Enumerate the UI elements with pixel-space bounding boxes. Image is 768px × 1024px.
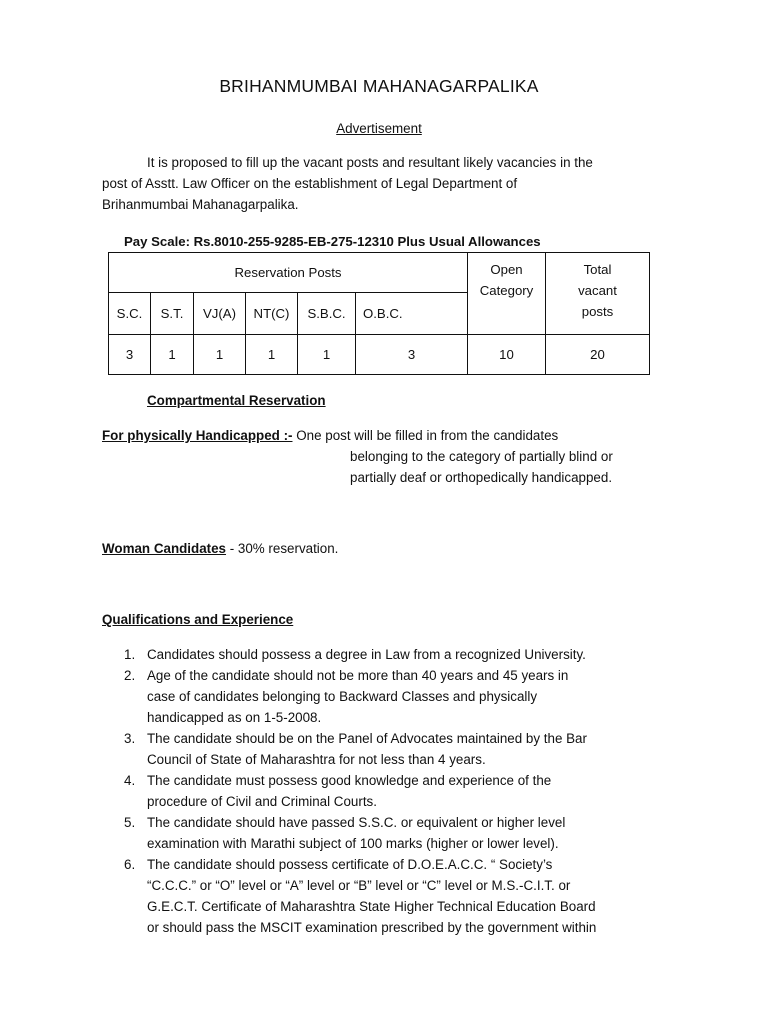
col-header-obc: O.B.C. bbox=[356, 293, 468, 335]
ph-text-line: belonging to the category of partially blind or bbox=[350, 449, 613, 464]
col-header-vja: VJ(A) bbox=[194, 293, 246, 335]
intro-line: Brihanmumbai Mahanagarpalika. bbox=[102, 197, 299, 212]
item-line: Age of the candidate should not be more than 40 years and 45 years in bbox=[147, 668, 569, 683]
value-open-category: 10 bbox=[468, 335, 546, 375]
item-line: case of candidates belonging to Backward Classes and physically bbox=[147, 689, 538, 704]
item-number: 5. bbox=[124, 815, 136, 830]
total-header-line: Total bbox=[583, 262, 612, 277]
intro-paragraph bbox=[102, 152, 662, 215]
value-ntc: 1 bbox=[246, 335, 298, 375]
item-line: The candidate must possess good knowledge and experience of the bbox=[147, 773, 552, 788]
woman-candidates-row bbox=[102, 538, 338, 559]
item-line: The candidate should be on the Panel of Advocates maintained by the Bar bbox=[147, 731, 587, 746]
item-line: G.E.C.T. Certificate of Maharashtra State Higher Technical Education Board bbox=[147, 899, 596, 914]
pay-scale: Pay Scale: Rs.8010-255-9285-EB-275-12310 Plus Usual Allowances bbox=[124, 234, 541, 249]
item-line: “C.C.C.” or “O” level or “A” level or “B” level or “C” level or M.S.-C.I.T. or bbox=[147, 878, 571, 893]
physically-handicapped-row bbox=[102, 425, 558, 446]
value-obc: 3 bbox=[356, 335, 468, 375]
item-line: Council of State of Maharashtra for not less than 4 years. bbox=[147, 752, 486, 767]
value-sbc: 1 bbox=[298, 335, 356, 375]
woman-text: - 30% reservation. bbox=[226, 541, 339, 556]
compartmental-heading: Compartmental Reservation bbox=[147, 393, 326, 408]
woman-label: Woman Candidates bbox=[102, 541, 227, 556]
item-number: 6. bbox=[124, 857, 136, 872]
reservation-posts-header: Reservation Posts bbox=[109, 253, 468, 293]
value-sc: 3 bbox=[109, 335, 151, 375]
intro-line: It is proposed to fill up the vacant posts and resultant likely vacancies in the bbox=[147, 155, 593, 170]
list-item bbox=[102, 728, 682, 770]
item-number: 3. bbox=[124, 731, 136, 746]
ph-text-line: partially deaf or orthopedically handicapped. bbox=[350, 470, 613, 485]
list-item bbox=[102, 665, 682, 728]
item-line: examination with Marathi subject of 100 marks (higher or lower level). bbox=[147, 836, 559, 851]
open-category-header bbox=[468, 253, 546, 335]
total-header-line: posts bbox=[581, 304, 614, 319]
col-header-ntc: NT(C) bbox=[246, 293, 298, 335]
item-line: The candidate should have passed S.S.C. or equivalent or higher level bbox=[147, 815, 566, 830]
item-number: 4. bbox=[124, 773, 136, 788]
total-header-line: vacant bbox=[578, 283, 617, 298]
value-vja: 1 bbox=[194, 335, 246, 375]
document-title: BRIHANMUMBAI MAHANAGARPALIKA bbox=[219, 76, 539, 96]
ph-label: For physically Handicapped :- bbox=[102, 428, 293, 443]
qualifications-heading: Qualifications and Experience bbox=[102, 612, 294, 627]
col-header-sbc: S.B.C. bbox=[298, 293, 356, 335]
item-line: or should pass the MSCIT examination prescribed by the government within bbox=[147, 920, 597, 935]
item-line: procedure of Civil and Criminal Courts. bbox=[147, 794, 377, 809]
item-line: The candidate should possess certificate of D.O.E.A.C.C. “ Society’s bbox=[147, 857, 553, 872]
item-number: 1. bbox=[124, 647, 136, 662]
qualifications-list bbox=[102, 644, 682, 938]
reservation-table bbox=[108, 252, 650, 375]
open-header-line: Open bbox=[490, 262, 523, 277]
open-header-line: Category bbox=[479, 283, 534, 298]
col-header-sc: S.C. bbox=[109, 293, 151, 335]
advertisement-heading: Advertisement bbox=[336, 121, 422, 136]
list-item bbox=[102, 644, 682, 665]
list-item bbox=[102, 812, 682, 854]
item-line: Candidates should possess a degree in Law from a recognized University. bbox=[147, 647, 586, 662]
item-line: handicapped as on 1-5-2008. bbox=[147, 710, 322, 725]
value-st: 1 bbox=[151, 335, 194, 375]
list-item bbox=[102, 854, 682, 938]
list-item bbox=[102, 770, 682, 812]
item-number: 2. bbox=[124, 668, 136, 683]
ph-text-line: One post will be filled in from the candidates bbox=[296, 428, 559, 443]
value-total: 20 bbox=[546, 335, 650, 375]
intro-line: post of Asstt. Law Officer on the establishment of Legal Department of bbox=[102, 176, 518, 191]
total-vacant-posts-header bbox=[546, 253, 650, 335]
col-header-st: S.T. bbox=[151, 293, 194, 335]
